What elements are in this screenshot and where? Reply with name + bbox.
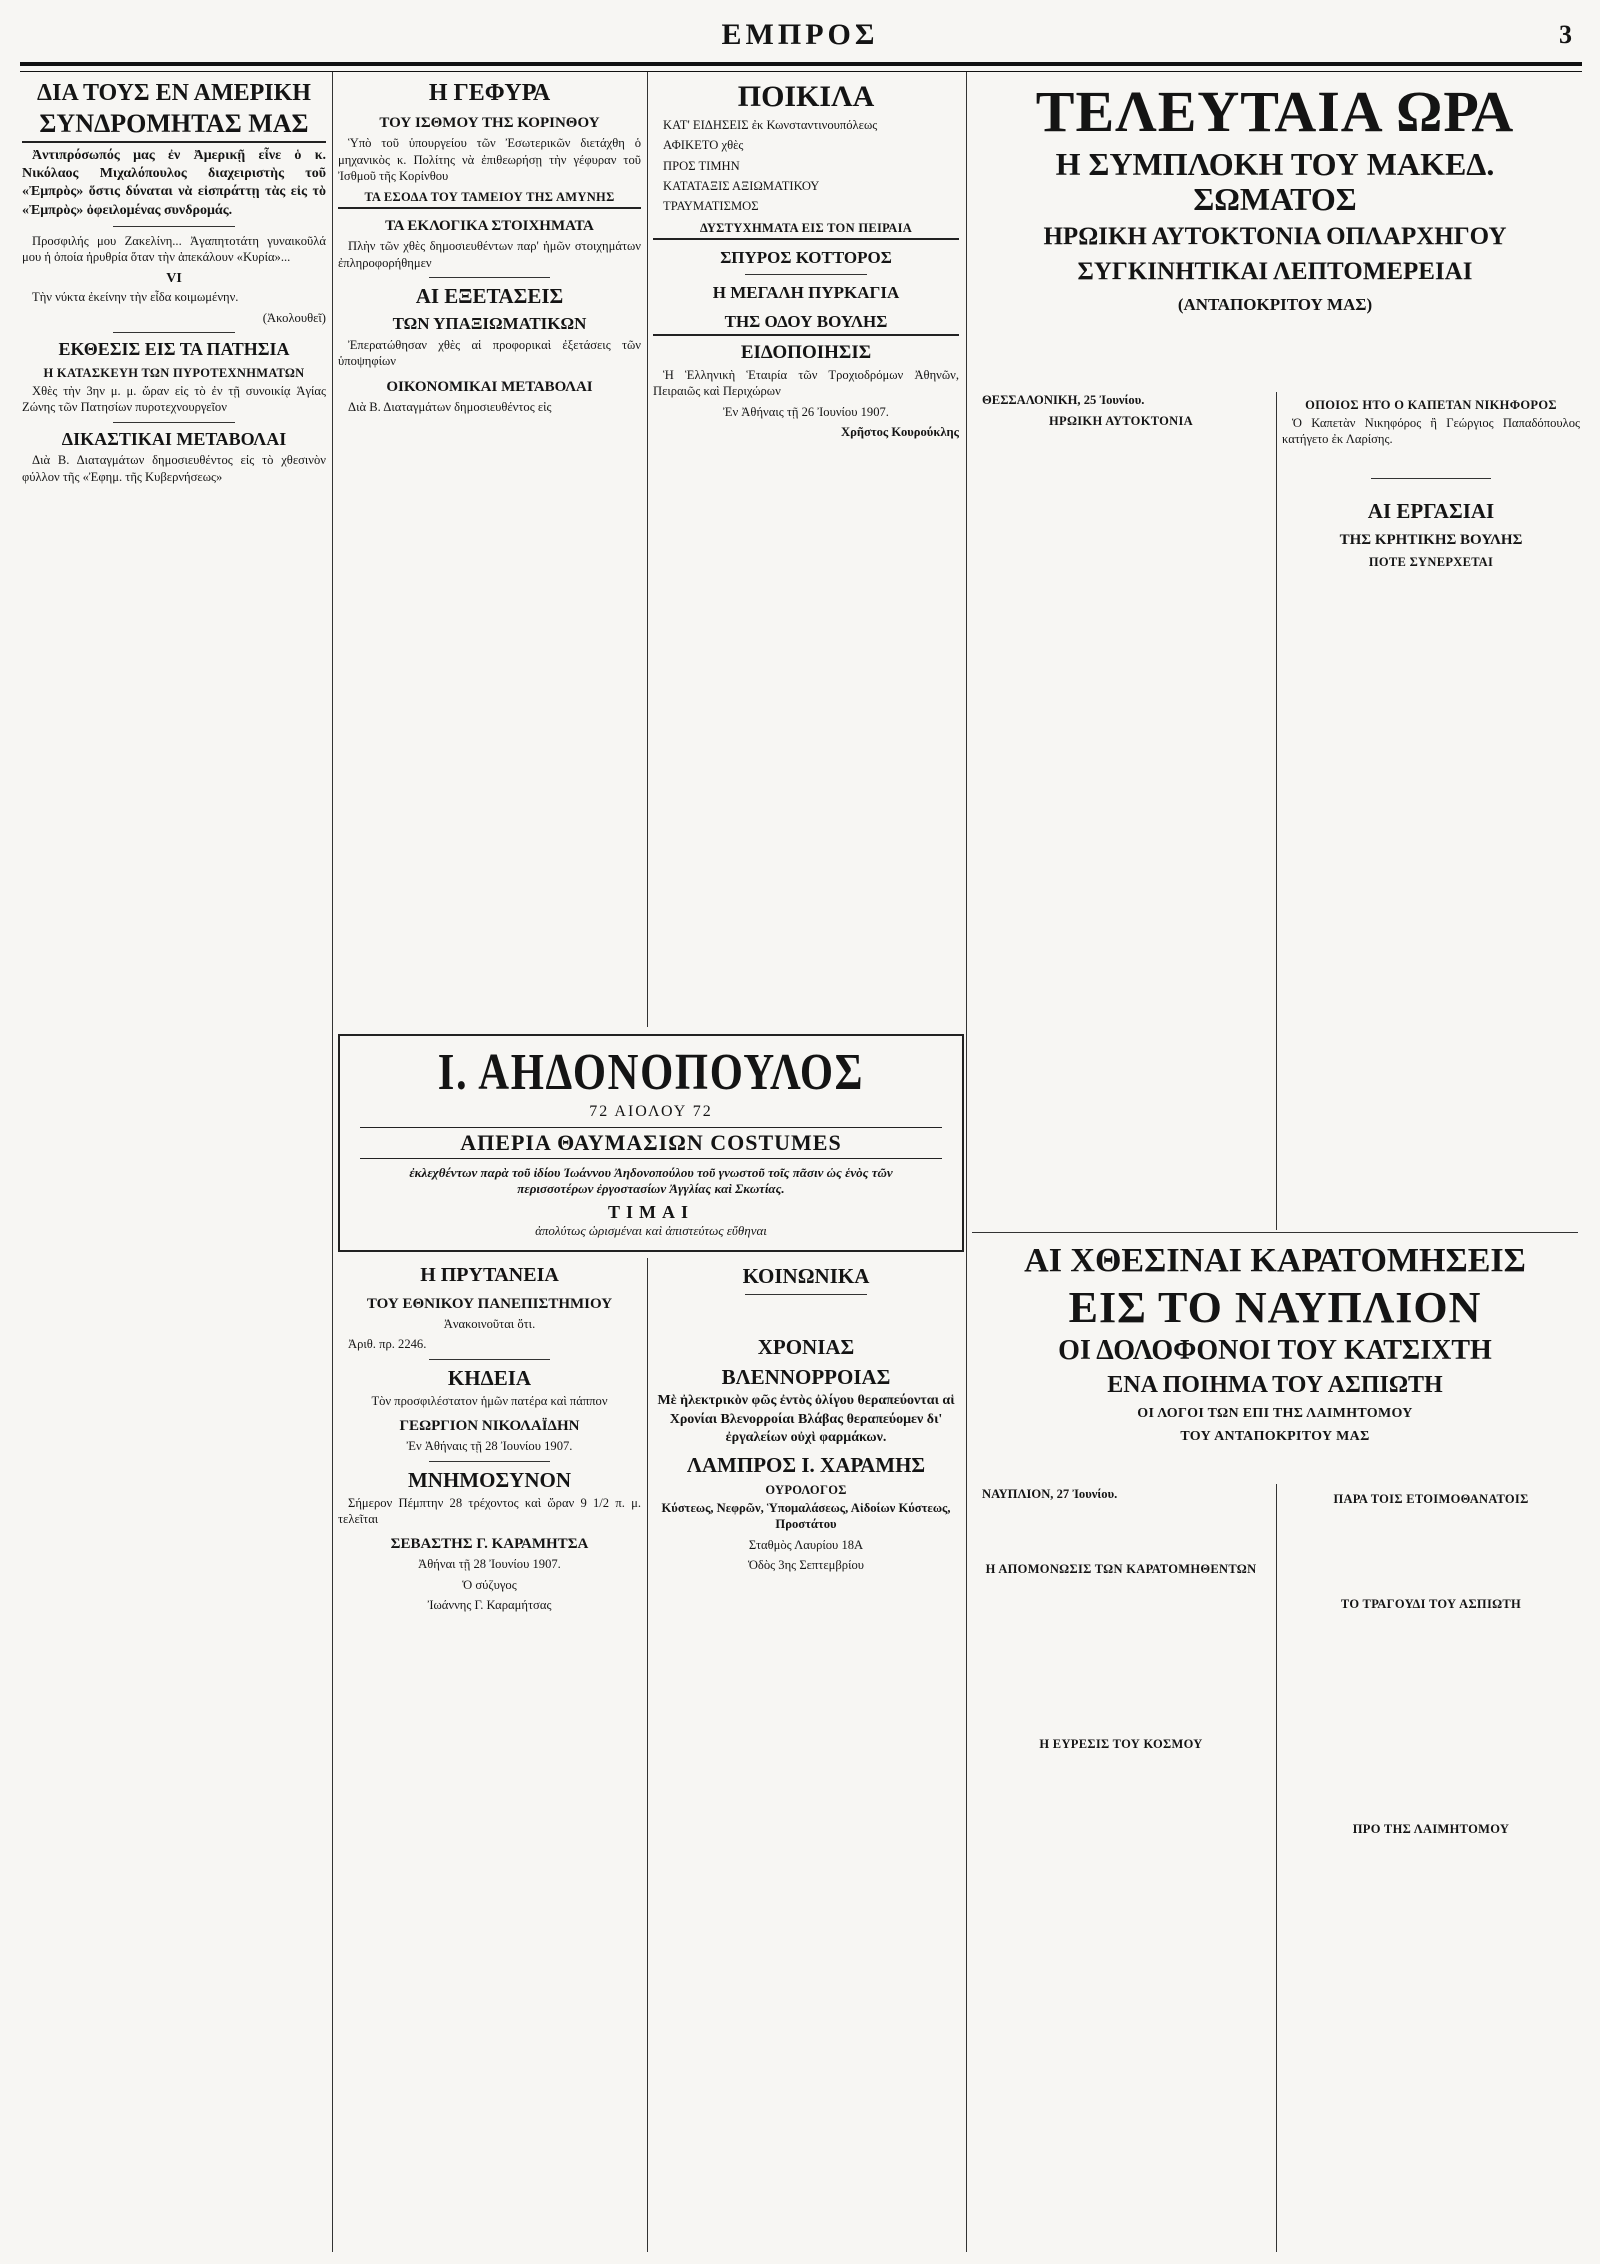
article-text: Μὲ ἠλεκτρικὸν φῶς ἐντὸς ὀλίγου θεραπεύονται αἱ Χρονίαι Βλενορροίαι Βλάβας θεραπεύομεν δι' ἐργαλείων οὐχὶ φαρμάκων. [657,1393,955,1445]
headline: ΑΙ ΧΘΕΣΙΝΑΙ ΚΑΡΑΤΟΜΗΣΕΙΣ [1024,1242,1526,1279]
separator [429,277,550,278]
separator [113,332,235,333]
headline: Η ΓΕΦΥΡΑ [428,80,551,106]
headline: ΕΚΘΕΣΙΣ ΕΙΣ ΤΑ ΠΑΤΗΣΙΑ [58,339,290,360]
article-text: Προσφιλής μου Ζακελίνη... Ἀγαπητοτάτη γυναικοῦλά μου ἡ ὁποία ἠρυθρία ὅταν τὴν ἀπεκάλουν «Κυρία»... [22,233,326,265]
separator [113,226,235,227]
headline: ΠΑΡΑ ΤΟΙΣ ΕΤΟΙΜΟΘΑΝΑΤΟΙΣ [1333,1492,1529,1506]
separator [429,1359,550,1360]
deceased-name: ΣΕΒΑΣΤΗΣ Γ. ΚΑΡΑΜΗΤΣΑ [390,1536,589,1553]
article-text: Σήμερον Πέμπτην 28 τρέχοντος καὶ ὥραν 9 1/2 π. μ. τελεῖται [338,1495,641,1527]
article-text: Διὰ Β. Διαταγμάτων δημοσιευθέντος εἰς τὸ χθεσινὸν φύλλον τῆς «Ἐφημ. τῆς Κυβερνήσεως» [22,453,326,484]
advertiser-name: Ι. ΑΗΔΟΝΟΠΟΥΛΟΣ [437,1044,865,1101]
notice-date: Ἐν Ἀθήναις τῇ 28 Ἰουνίου 1907. [406,1439,573,1454]
column-rule [1276,392,1277,1230]
ad-prices-text: ἀπολύτως ὡρισμέναι καὶ ἀπιστεύτως εὔθηναι [535,1223,767,1239]
headline: ΠΡΟ ΤΗΣ ΛΑΙΜΗΤΟΜΟΥ [1352,1822,1510,1836]
separator [113,422,235,423]
headline: ΤΟ ΤΡΑΓΟΥΔΙ ΤΟΥ ΑΣΠΙΩΤΗ [1340,1597,1522,1611]
chapter-number: VI [166,271,182,287]
headline: ΑΙ ΕΞΕΤΑΣΕΙΣ [415,284,564,309]
headline: ΗΡΩΙΚΗ ΑΥΤΟΚΤΟΝΙΑ [1049,414,1193,429]
executions-header [972,1238,1578,1482]
doctor-name: ΛΑΜΠΡΟΣ Ι. ΧΑΡΑΜΗΣ [686,1452,926,1477]
section-title: ΠΟΙΚΙΛΑ [737,80,875,113]
headline: ΤΕΛΕΥΤΑΙΑ ΩΡΑ [1035,79,1515,144]
separator [745,1294,867,1295]
headline: ΤΑ ΕΣΟΔΑ ΤΟΥ ΤΑΜΕΙΟΥ ΤΗΣ ΑΜΥΝΗΣ [338,190,641,209]
separator [429,1461,550,1462]
headline: Η ΠΡΥΤΑΝΕΙΑ [420,1264,559,1286]
article-text: Ἀντιπρόσωπός μας ἐν Ἀμερικῇ εἶνε ὁ κ. Νικόλαος Μιχαλόπουλος διαχειριστὴς τοῦ «Ἐμπρὸς» ὅστις δύναται νὰ εἰσπράττῃ τὰς εἰς τὸ «Ἐμπρὸς» ὀφειλομένας συνδρομάς. [22,147,326,218]
advertisement [338,1034,964,1252]
headline: ΔΥΣΤΥΧΗΜΑΤΑ ΕΙΣ ΤΟΝ ΠΕΙΡΑΙΑ [653,221,959,240]
doctor-title: ΟΥΡΟΛΟΓΟΣ [765,1483,847,1498]
subheadline: ΗΡΩΙΚΗ ΑΥΤΟΚΤΟΝΙΑ ΟΠΛΑΡΧΗΓΟΥ [1043,223,1507,251]
signature: Ὁ σύζυγος [462,1577,517,1592]
headline: ΤΗΣ ΚΡΗΤΙΚΗΣ ΒΟΥΛΗΣ [1339,531,1523,548]
headline: Η ΣΥΜΠΛΟΚΗ ΤΟΥ ΜΑΚΕΔ. ΣΩΜΑΤΟΣ [1055,145,1495,218]
headline: ΕΙΣ ΤΟ ΝΑΥΠΛΙΟΝ [1068,1283,1482,1333]
column-3 [653,76,959,1026]
column-2 [338,76,641,1026]
column-3-lower [653,1258,959,2252]
article-text: Ὁ Καπετὰν Νικηφόρος ἢ Γεώργιος Παπαδόπουλος κατήγετο ἐκ Λαρίσης. [1282,416,1580,447]
headline: ΟΠΟΙΟΣ ΗΤΟ Ο ΚΑΠΕΤΑΝ ΝΙΚΗΦΟΡΟΣ [1305,398,1557,412]
address: Σταθμὸς Λαυρίου 18Α [748,1537,864,1552]
column-5-lower [1282,1486,1580,2252]
article-text: Ἀνακοινοῦται ὅτι. [443,1317,536,1331]
headline: ΕΙΔΟΠΟΙΗΣΙΣ [740,341,872,363]
newspaper-title: ΕΜΠΡΟΣ [721,18,879,51]
column-5 [1282,392,1580,1228]
headline: ΣΥΝΔΡΟΜΗΤΑΣ ΜΑΣ [22,110,326,143]
column-2-lower [338,1258,641,2252]
headline: ΚΗΔΕΙΑ [447,1365,532,1390]
headline: Η ΕΥΡΕΣΙΣ ΤΟΥ ΚΟΣΜΟΥ [1039,1737,1203,1752]
separator [1371,478,1490,479]
article-text: Τὸν προσφιλέστατον ἡμῶν πατέρα καὶ πάππον [371,1393,608,1408]
headline: ΤΗΣ ΟΔΟΥ ΒΟΥΛΗΣ [653,312,959,336]
headline: Η ΜΕΓΑΛΗ ΠΥΡΚΑΓΙΑ [712,283,900,303]
column-4-lower [972,1486,1270,2252]
continued-note: (Ἀκολουθεῖ) [262,310,326,325]
article-text: ΤΡΑΥΜΑΤΙΣΜΟΣ [663,199,759,214]
article-text: Κύστεως, Νεφρῶν, Ὑπομαλάσεως, Αἰδοίων Κύστεως, Προστάτου [661,1501,951,1532]
column-rule [1276,1484,1277,2252]
column-1 [22,76,326,2252]
section-title: ΚΟΙΝΩΝΙΚΑ [742,1264,870,1288]
subheadline: ΤΩΝ ΥΠΑΞΙΩΜΑΤΙΚΩΝ [392,314,587,334]
headline: ΣΠΥΡΟΣ ΚΟΤΤΟΡΟΣ [720,247,892,267]
column-rule [966,72,967,2252]
page-number: 3 [1559,20,1572,49]
dateline: ΘΕΣΣΑΛΟΝΙΚΗ, 25 Ἰουνίου. [982,393,1145,407]
subheadline: ΠΟΤΕ ΣΥΝΕΡΧΕΤΑΙ [1368,554,1494,569]
notice-date: Ἐν Ἀθήναις τῇ 26 Ἰουνίου 1907. [723,404,889,419]
article-text: Ἀριθ. πρ. 2246. [348,1337,427,1352]
ad-headline: ΑΠΕΡΙΑ ΘΑΥΜΑΣΙΩΝ COSTUMES [360,1127,942,1159]
headline: ΟΙΚΟΝΟΜΙΚΑΙ ΜΕΤΑΒΟΛΑΙ [386,378,593,395]
headline: ΑΙ ΕΡΓΑΣΙΑΙ [1367,498,1495,523]
section-rule [972,1232,1578,1233]
breaking-news-header [972,76,1578,388]
subheadline: Η ΚΑΤΑΣΚΕΥΗ ΤΩΝ ΠΥΡΟΤΕΧΝΗΜΑΤΩΝ [43,365,305,380]
byline: (ΑΝΤΑΠΟΚΡΙΤΟΥ ΜΑΣ) [1177,294,1373,314]
column-rule [647,72,648,1027]
article-text: Ὑπὸ τοῦ ὑπουργείου τῶν Ἐσωτερικῶν διετάχθη ὁ μηχανικὸς κ. Πολίτης νὰ ἐπιθεωρήσῃ τὴν γέφυραν τοῦ Ἰσθμοῦ τῆς Κορίνθου [338,136,641,184]
article-text: ΚΑΤΑΤΑΞΙΣ ΑΞΙΩΜΑΤΙΚΟΥ [663,179,820,194]
article-text: Ἐπερατώθησαν χθὲς αἱ προφορικαὶ ἐξετάσεις τῶν ὑποψηφίων [338,337,641,369]
headline: ΜΝΗΜΟΣΥΝΟΝ [407,1467,572,1492]
advertiser-address: 72 ΑΙΟΛΟΥ 72 [589,1102,713,1120]
subheadline: ΣΥΓΚΙΝΗΤΙΚΑΙ ΛΕΠΤΟΜΕΡΕΙΑΙ [1077,258,1473,286]
headline: ΔΙΑ ΤΟΥΣ ΕΝ ΑΜΕΡΙΚΗ [37,80,311,106]
subheadline: ΤΟΥ ΙΣΘΜΟΥ ΤΗΣ ΚΟΡΙΝΘΟΥ [379,115,600,132]
headline: ΟΙ ΔΟΛΟΦΟΝΟΙ ΤΟΥ ΚΑΤΣΙΧΤΗ [1058,1334,1492,1366]
dateline: ΝΑΥΠΛΙΟΝ, 27 Ἰουνίου. [982,1487,1118,1501]
signature: Χρῆστος Κουρούκλης [840,424,959,439]
headline: Η ΑΠΟΜΟΝΩΣΙΣ ΤΩΝ ΚΑΡΑΤΟΜΗΘΕΝΤΩΝ [985,1562,1257,1577]
headline: ΧΡΟΝΙΑΣ [757,1335,855,1360]
article-text: ΑΦΙΚΕΤΟ χθὲς [663,138,744,153]
deceased-name: ΓΕΩΡΓΙΟΝ ΝΙΚΟΛΑΪΔΗΝ [399,1418,580,1435]
masthead-rule [20,62,1582,72]
subheadline: ΤΟΥ ΕΘΝΙΚΟΥ ΠΑΝΕΠΙΣΤΗΜΙΟΥ [366,1296,613,1312]
article-text: Διὰ Β. Διαταγμάτων δημοσιευθέντος εἰς [348,399,552,414]
headline: ΕΝΑ ΠΟΙΗΜΑ ΤΟΥ ΑΣΠΙΩΤΗ [1107,1372,1443,1399]
headline: ΒΛΕΝΝΟΡΡΟΙΑΣ [721,1365,891,1390]
separator [745,274,867,275]
headline: ΤΑ ΕΚΛΟΓΙΚΑ ΣΤΟΙΧΗΜΑΤΑ [385,218,594,235]
article-text: Τὴν νύκτα ἐκείνην τὴν εἶδα κοιμωμένην. [32,290,239,305]
subheadline: ΟΙ ΛΟΓΟΙ ΤΩΝ ΕΠΙ ΤΗΣ ΛΑΙΜΗΤΟΜΟΥ [1137,1405,1413,1421]
column-4 [972,392,1270,1228]
signature: Ἰωάννης Γ. Καραμήτσας [427,1598,552,1613]
notice-date: Ἀθήναι τῇ 28 Ἰουνίου 1907. [418,1557,561,1572]
column-rule [647,1258,648,2252]
article-text: Ἡ Ἑλληνικὴ Ἑταιρία τῶν Τροχιοδρόμων Ἀθηνῶν, Πειραιῶς καὶ Περιχώρων [653,367,959,399]
address: Ὁδὸς 3ης Σεπτεμβρίου [747,1558,865,1573]
article-text: Χθὲς τὴν 3ην μ. μ. ὥραν εἰς τὸ ἐν τῇ συνοικίᾳ Ἁγίας Ζώνης τῶν Πατησίων πυροτεχνουργεῖον [22,383,326,415]
article-text: Πλὴν τῶν χθὲς δημοσιευθέντων παρ' ἡμῶν στοιχημάτων ἐπληροφορήθημεν [338,239,641,270]
byline: ΤΟΥ ΑΝΤΑΠΟΚΡΙΤΟΥ ΜΑΣ [1180,1428,1370,1444]
ad-text: ἐκλεχθέντων παρὰ τοῦ ἰδίου Ἰωάννου Ἀηδονοπούλου τοῦ γνωστοῦ τοῖς πᾶσιν ὡς ἑνὸς τῶν περισσοτέρων ἐργοστασίων Ἀγγλίας καὶ Σκωτίας. [409,1164,893,1197]
column-rule [332,72,333,2252]
article-text: ΠΡΟΣ ΤΙΜΗΝ [663,158,740,173]
headline: ΔΙΚΑΣΤΙΚΑΙ ΜΕΤΑΒΟΛΑΙ [61,428,287,449]
ad-prices-label: ΤΙΜΑΙ [607,1202,694,1223]
article-text: ΚΑΤ' ΕΙΔΗΣΕΙΣ ἐκ Κωνσταντινουπόλεως [663,118,878,132]
